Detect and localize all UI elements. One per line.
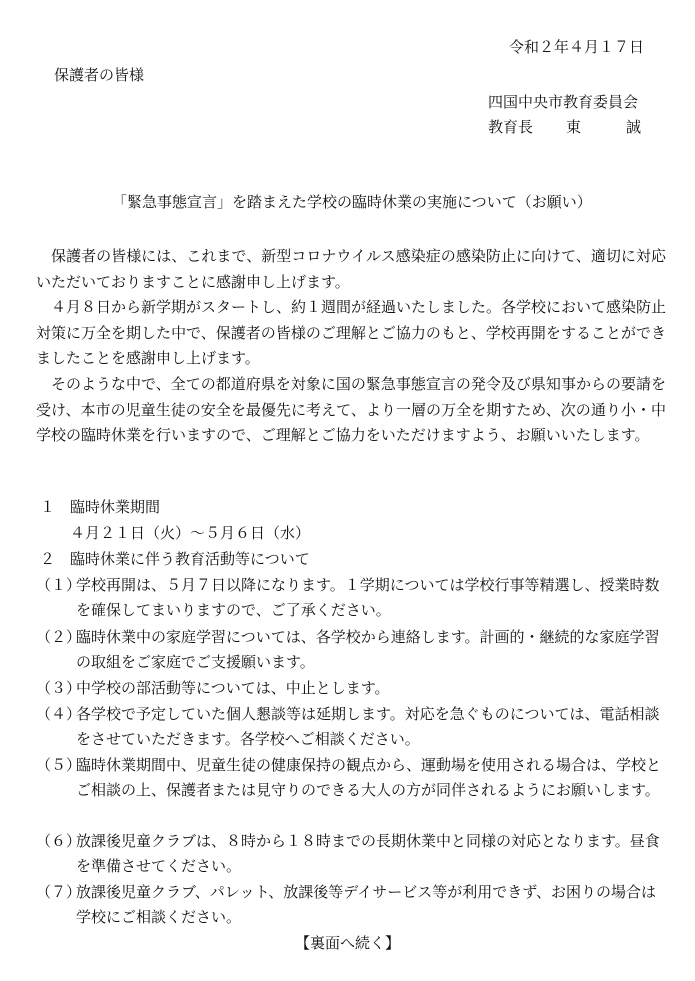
list-item-number: （４） [36, 705, 82, 723]
list-item-text: 中学校の部活動等については、中止とします。 [76, 679, 390, 697]
sender-org: 四国中央市教育委員会 [488, 93, 639, 111]
list-item-text: 学校再開は、５月７日以降になります。１学期については学校行事等精選し、授業時数を確保してまいりますので、ご了承ください。 [76, 576, 660, 620]
list-item-number: （６） [36, 832, 82, 850]
addressee: 保護者の皆様 [54, 66, 145, 84]
sender-name: 東 誠 [566, 118, 642, 136]
list-item [36, 753, 666, 804]
list-item-text: 放課後児童クラブ、パレット、放課後等デイサービス等が利用できず、お困りの場合は学校にご相談ください。 [76, 883, 657, 927]
continued-notice: 【裏面へ続く】 [295, 934, 401, 952]
list-item [36, 880, 666, 931]
list-item-number: （３） [36, 679, 82, 697]
section-1-heading: １ 臨時休業期間 [40, 498, 161, 516]
list-item-text: 各学校で予定していた個人懇談等は延期します。対応を急ぐものについては、電話相談をさせていただきます。各学校へご相談ください。 [76, 705, 660, 749]
list-item [36, 625, 666, 676]
list-item [36, 829, 666, 880]
date: 令和２年４月１７日 [509, 38, 645, 56]
sender-title: 教育長 [488, 118, 534, 136]
paragraph-3: そのような中で、全ての都道府県を対象に国の緊急事態宣言の発令及び県知事からの要請を受け、本市の児童生徒の安全を最優先に考えて、より一層の万全を期すため、次の通り小・中学校の臨時休業を行いますので、ご理解とご協力をいただけますよう、お願いいたします。 [36, 375, 666, 444]
list-item-text: 臨時休業中の家庭学習については、各学校から連絡します。計画的・継続的な家庭学習の取組をご家庭でご支援願います。 [76, 628, 660, 672]
list-item-number: （１） [36, 576, 82, 594]
section-1-period: ４月２１日（火）～５月６日（水） [70, 524, 311, 542]
paragraph-1: 保護者の皆様には、これまで、新型コロナウイルス感染症の感染防止に向けて、適切に対応いただいておりますことに感謝申し上げます。 [36, 247, 666, 291]
list-item [36, 702, 666, 753]
list-item [36, 573, 666, 624]
paragraph-2: ４月８日から新学期がスタートし、約１週間が経過いたしました。各学校において感染防止対策に万全を期した中で、保護者の皆様のご理解とご協力のもと、学校再開をすることができましたことを感謝申し上げます。 [36, 298, 667, 367]
list-item-number: （２） [36, 628, 82, 646]
section-2-heading: ２ 臨時休業に伴う教育活動等について [40, 550, 310, 568]
document-title: 「緊急事態宣言」を踏まえた学校の臨時休業の実施について（お願い） [112, 193, 592, 211]
list-item [36, 676, 666, 701]
list-item-text: 臨時休業期間中、児童生徒の健康保持の観点から、運動場を使用される場合は、学校とご相談の上、保護者または見守りのできる大人の方が同伴されるようにお願いします。 [76, 756, 662, 800]
list-item-number: （７） [36, 883, 82, 901]
list-item-text: 放課後児童クラブは、８時から１８時までの長期休業中と同様の対応となります。昼食を準備させてください。 [76, 832, 660, 876]
list-item-number: （５） [36, 756, 82, 774]
